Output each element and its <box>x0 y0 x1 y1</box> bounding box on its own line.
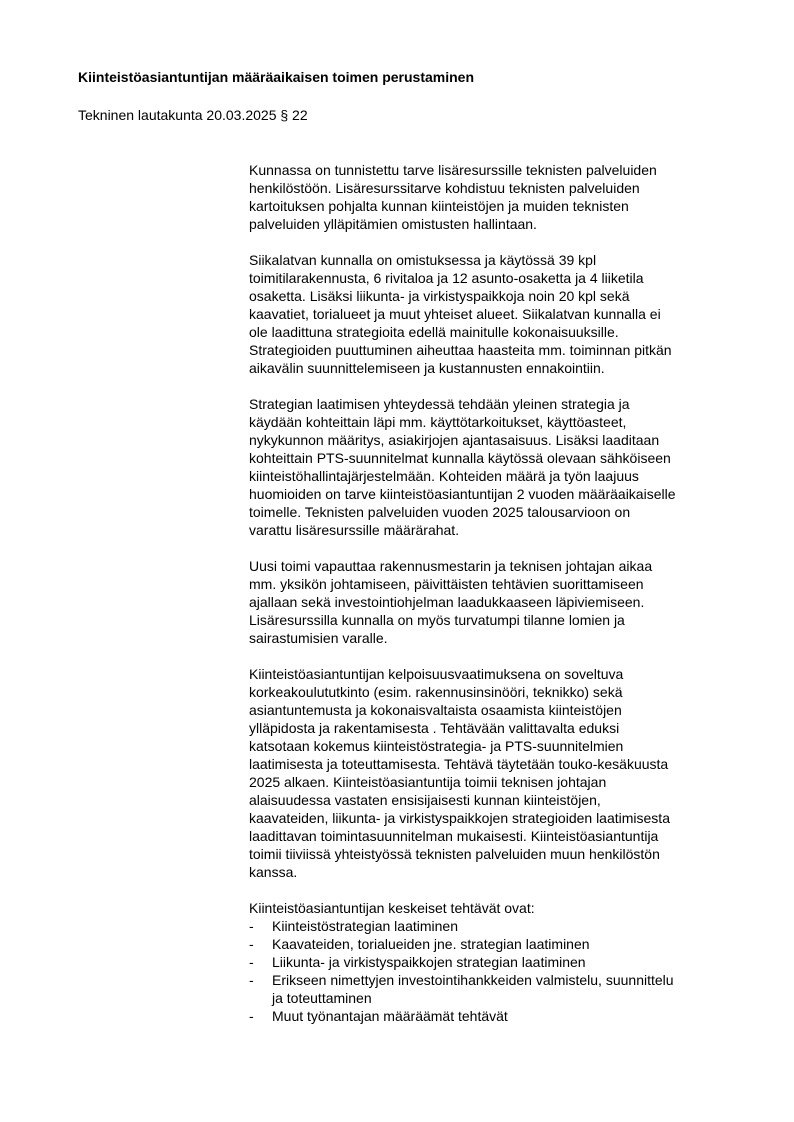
text-line: ajallaan sekä investointiohjelman laadukkaaseen läpiviemiseen. <box>249 594 645 610</box>
document-title: Kiinteistöasiantuntijan määräaikaisen toimen perustaminen <box>78 69 474 85</box>
dash-bullet-icon: - <box>249 954 254 970</box>
text-line: toimii tiiviissä yhteistyössä teknisten palveluiden muun henkilöstön <box>249 846 660 862</box>
text-line: laatimisesta ja toteuttamisesta. Tehtävä täytetään touko-kesäkuusta <box>249 756 669 772</box>
list-item <box>249 935 749 953</box>
text-line: ylläpidosta ja rakentamisesta . Tehtävään valittavalta eduksi <box>249 720 620 736</box>
list-item-text: Erikseen nimettyjen investointihankkeiden valmistelu, suunnittelu <box>272 972 674 988</box>
text-line: ole laadittuna strategioita edellä mainitulle kokonaisuuksille. <box>249 324 619 340</box>
text-line: asiantuntemusta ja kokonaisvaltaista osaamista kiinteistöjen <box>249 702 622 718</box>
paragraph-benefits <box>249 557 749 647</box>
task-list <box>249 917 749 1025</box>
text-line: Kiinteistöasiantuntijan kelpoisuusvaatimuksena on soveltuva <box>249 666 624 682</box>
dash-bullet-icon: - <box>249 1008 254 1024</box>
text-line: kartoituksen pohjalta kunnan kiinteistöjen ja muiden teknisten <box>249 198 629 214</box>
text-line: Kunnassa on tunnistettu tarve lisäresurssille teknisten palveluiden <box>249 162 657 178</box>
text-line: korkeakoulututkinto (esim. rakennusinsinööri, teknikko) sekä <box>249 684 623 700</box>
text-line: Siikalatvan kunnalla on omistuksessa ja käytössä 39 kpl <box>249 252 597 268</box>
text-line: Strategioiden puuttuminen aiheuttaa haasteita mm. toiminnan pitkän <box>249 342 672 358</box>
text-line: Strategian laatimisen yhteydessä tehdään yleinen strategia ja <box>249 396 630 412</box>
text-line: aikavälin suunnittelemiseen ja kustannusten ennakointiin. <box>249 360 605 376</box>
paragraph-strategy <box>249 395 749 539</box>
text-line: kanssa. <box>249 864 298 880</box>
list-item-text: Liikunta- ja virkistyspaikkojen strategian laatiminen <box>272 954 586 970</box>
text-line: käydään kohteittain läpi mm. käyttötarkoitukset, käyttöasteet, <box>249 414 627 430</box>
dash-bullet-icon: - <box>249 972 254 988</box>
text-line: sairastumisien varalle. <box>249 630 388 646</box>
text-line: kiinteistöhallintajärjestelmään. Kohteiden määrä ja työn laajuus <box>249 468 639 484</box>
list-item <box>249 971 749 1007</box>
text-line: nykykunnon määritys, asiakirjojen ajantasaisuus. Lisäksi laaditaan <box>249 432 660 448</box>
list-item <box>249 953 749 971</box>
dash-bullet-icon: - <box>249 936 254 952</box>
paragraph-qualifications <box>249 665 749 881</box>
task-list-intro: Kiinteistöasiantuntijan keskeiset tehtävät ovat: <box>249 900 535 916</box>
text-line: henkilöstöön. Lisäresurssitarve kohdistuu teknisten palveluiden <box>249 180 640 196</box>
text-line: kaavatiet, torialueet ja muut yhteiset alueet. Siikalatvan kunnalla ei <box>249 306 661 322</box>
text-line: alaisuudessa vastaten ensisijaisesti kunnan kiinteistöjen, <box>249 792 601 808</box>
text-line: 2025 alkaen. Kiinteistöasiantuntija toimii teknisen johtajan <box>249 774 607 790</box>
text-line: toimelle. Teknisten palveluiden vuoden 2025 talousarvioon on <box>249 504 631 520</box>
text-line: mm. yksikön johtamiseen, päivittäisten tehtävien suorittamiseen <box>249 576 644 592</box>
dash-bullet-icon: - <box>249 918 254 934</box>
text-line: kaavateiden, liikunta- ja virkistyspaikkojen strategioiden laatimisesta <box>249 810 670 826</box>
text-line: varattu lisäresurssille määrärahat. <box>249 522 460 538</box>
meeting-reference: Tekninen lautakunta 20.03.2025 § 22 <box>78 107 308 123</box>
document-body <box>249 161 749 1025</box>
paragraph-need <box>249 161 749 233</box>
list-item-text: ja toteuttaminen <box>272 990 372 1006</box>
text-line: huomioiden on tarve kiinteistöasiantuntijan 2 vuoden määräaikaiselle <box>249 486 676 502</box>
text-line: katsotaan kokemus kiinteistöstrategia- ja PTS-suunnitelmien <box>249 738 624 754</box>
paragraph-property-holdings <box>249 251 749 377</box>
task-section <box>249 899 749 1025</box>
list-item-text: Kaavateiden, torialueiden jne. strategian laatiminen <box>272 936 590 952</box>
text-line: laadittavan toimintasuunnitelman mukaisesti. Kiinteistöasiantuntija <box>249 828 659 844</box>
list-item-text: Kiinteistöstrategian laatiminen <box>272 918 458 934</box>
text-line: palveluiden ylläpitämien omistusten hallintaan. <box>249 216 537 232</box>
list-item <box>249 917 749 935</box>
list-item-text: Muut työnantajan määräämät tehtävät <box>272 1008 508 1024</box>
text-line: Uusi toimi vapauttaa rakennusmestarin ja teknisen johtajan aikaa <box>249 558 653 574</box>
text-line: kohteittain PTS-suunnitelmat kunnalla käytössä olevaan sähköiseen <box>249 450 671 466</box>
text-line: Lisäresurssilla kunnalla on myös turvatumpi tilanne lomien ja <box>249 612 625 628</box>
text-line: osaketta. Lisäksi liikunta- ja virkistyspaikkoja noin 20 kpl sekä <box>249 288 630 304</box>
text-line: toimitilarakennusta, 6 rivitaloa ja 12 asunto-osaketta ja 4 liiketila <box>249 270 644 286</box>
list-item <box>249 1007 749 1025</box>
